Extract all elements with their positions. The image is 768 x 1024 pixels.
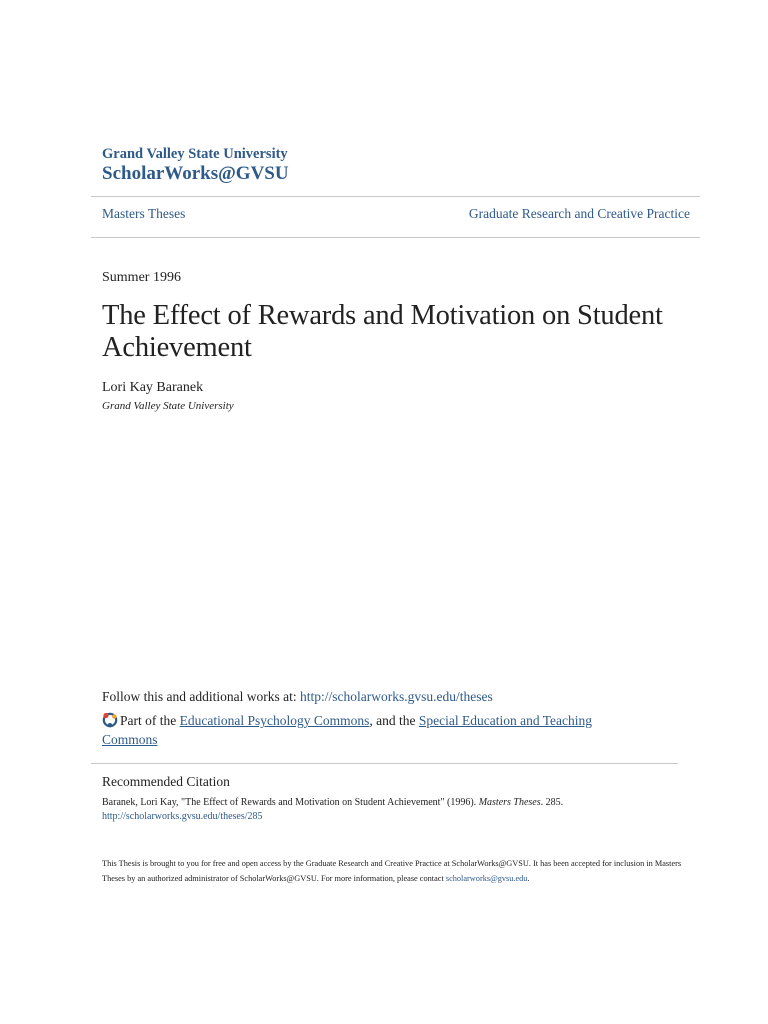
graduate-research-link[interactable]: Graduate Research and Creative Practice [468,206,690,221]
access-statement-end: . [527,874,530,883]
follow-prefix: Follow this and additional works at: [102,689,300,704]
citation-series: Masters Theses [478,797,541,808]
partof-prefix: Part of the [120,713,180,728]
citation-url-link[interactable]: http://scholarworks.gvsu.edu/theses/285 [102,811,263,822]
citation-text [102,796,662,824]
publication-date: Summer 1996 [102,270,181,285]
repository-brand[interactable] [102,145,289,185]
follow-line [102,689,493,705]
author-name[interactable]: Lori Kay Baranek [102,380,204,395]
partof-middle: , and the [369,713,419,728]
header-divider-top [91,196,700,197]
citation-before: Baranek, Lori Kay, "The Effect of Rewards and Motivation on Student Achievement" (1996). [102,797,479,808]
access-statement-text: This Thesis is brought to you for free and open access by the Graduate Research and Creative Practice at ScholarWorks@GVSU. It has been accepted for inclusion in Masters Theses by an authorized administrator of ScholarWorks@GVSU. For more information, please contact [102,859,682,883]
masters-theses-link[interactable]: Masters Theses [102,206,186,221]
university-name: Grand Valley State University [102,146,288,162]
special-education-commons-link[interactable]: Special Education and Teaching Commons [102,713,592,747]
citation-heading: Recommended Citation [102,774,230,789]
scholarworks-name: ScholarWorks@GVSU [102,163,289,184]
access-statement [102,856,682,886]
contact-email-link[interactable]: scholarworks@gvsu.edu [445,874,528,883]
part-of-line [102,711,642,749]
theses-url-link[interactable]: http://scholarworks.gvsu.edu/theses [300,689,493,704]
header-divider-bottom [91,237,700,238]
commons-network-icon [102,712,118,728]
citation-divider [91,763,678,764]
author-affiliation: Grand Valley State University [102,400,234,412]
paper-title: The Effect of Rewards and Motivation on Student Achievement [102,300,663,363]
educational-psychology-commons-link[interactable]: Educational Psychology Commons [179,713,370,728]
citation-after: . 285. [540,797,564,808]
breadcrumb-nav [102,206,690,222]
